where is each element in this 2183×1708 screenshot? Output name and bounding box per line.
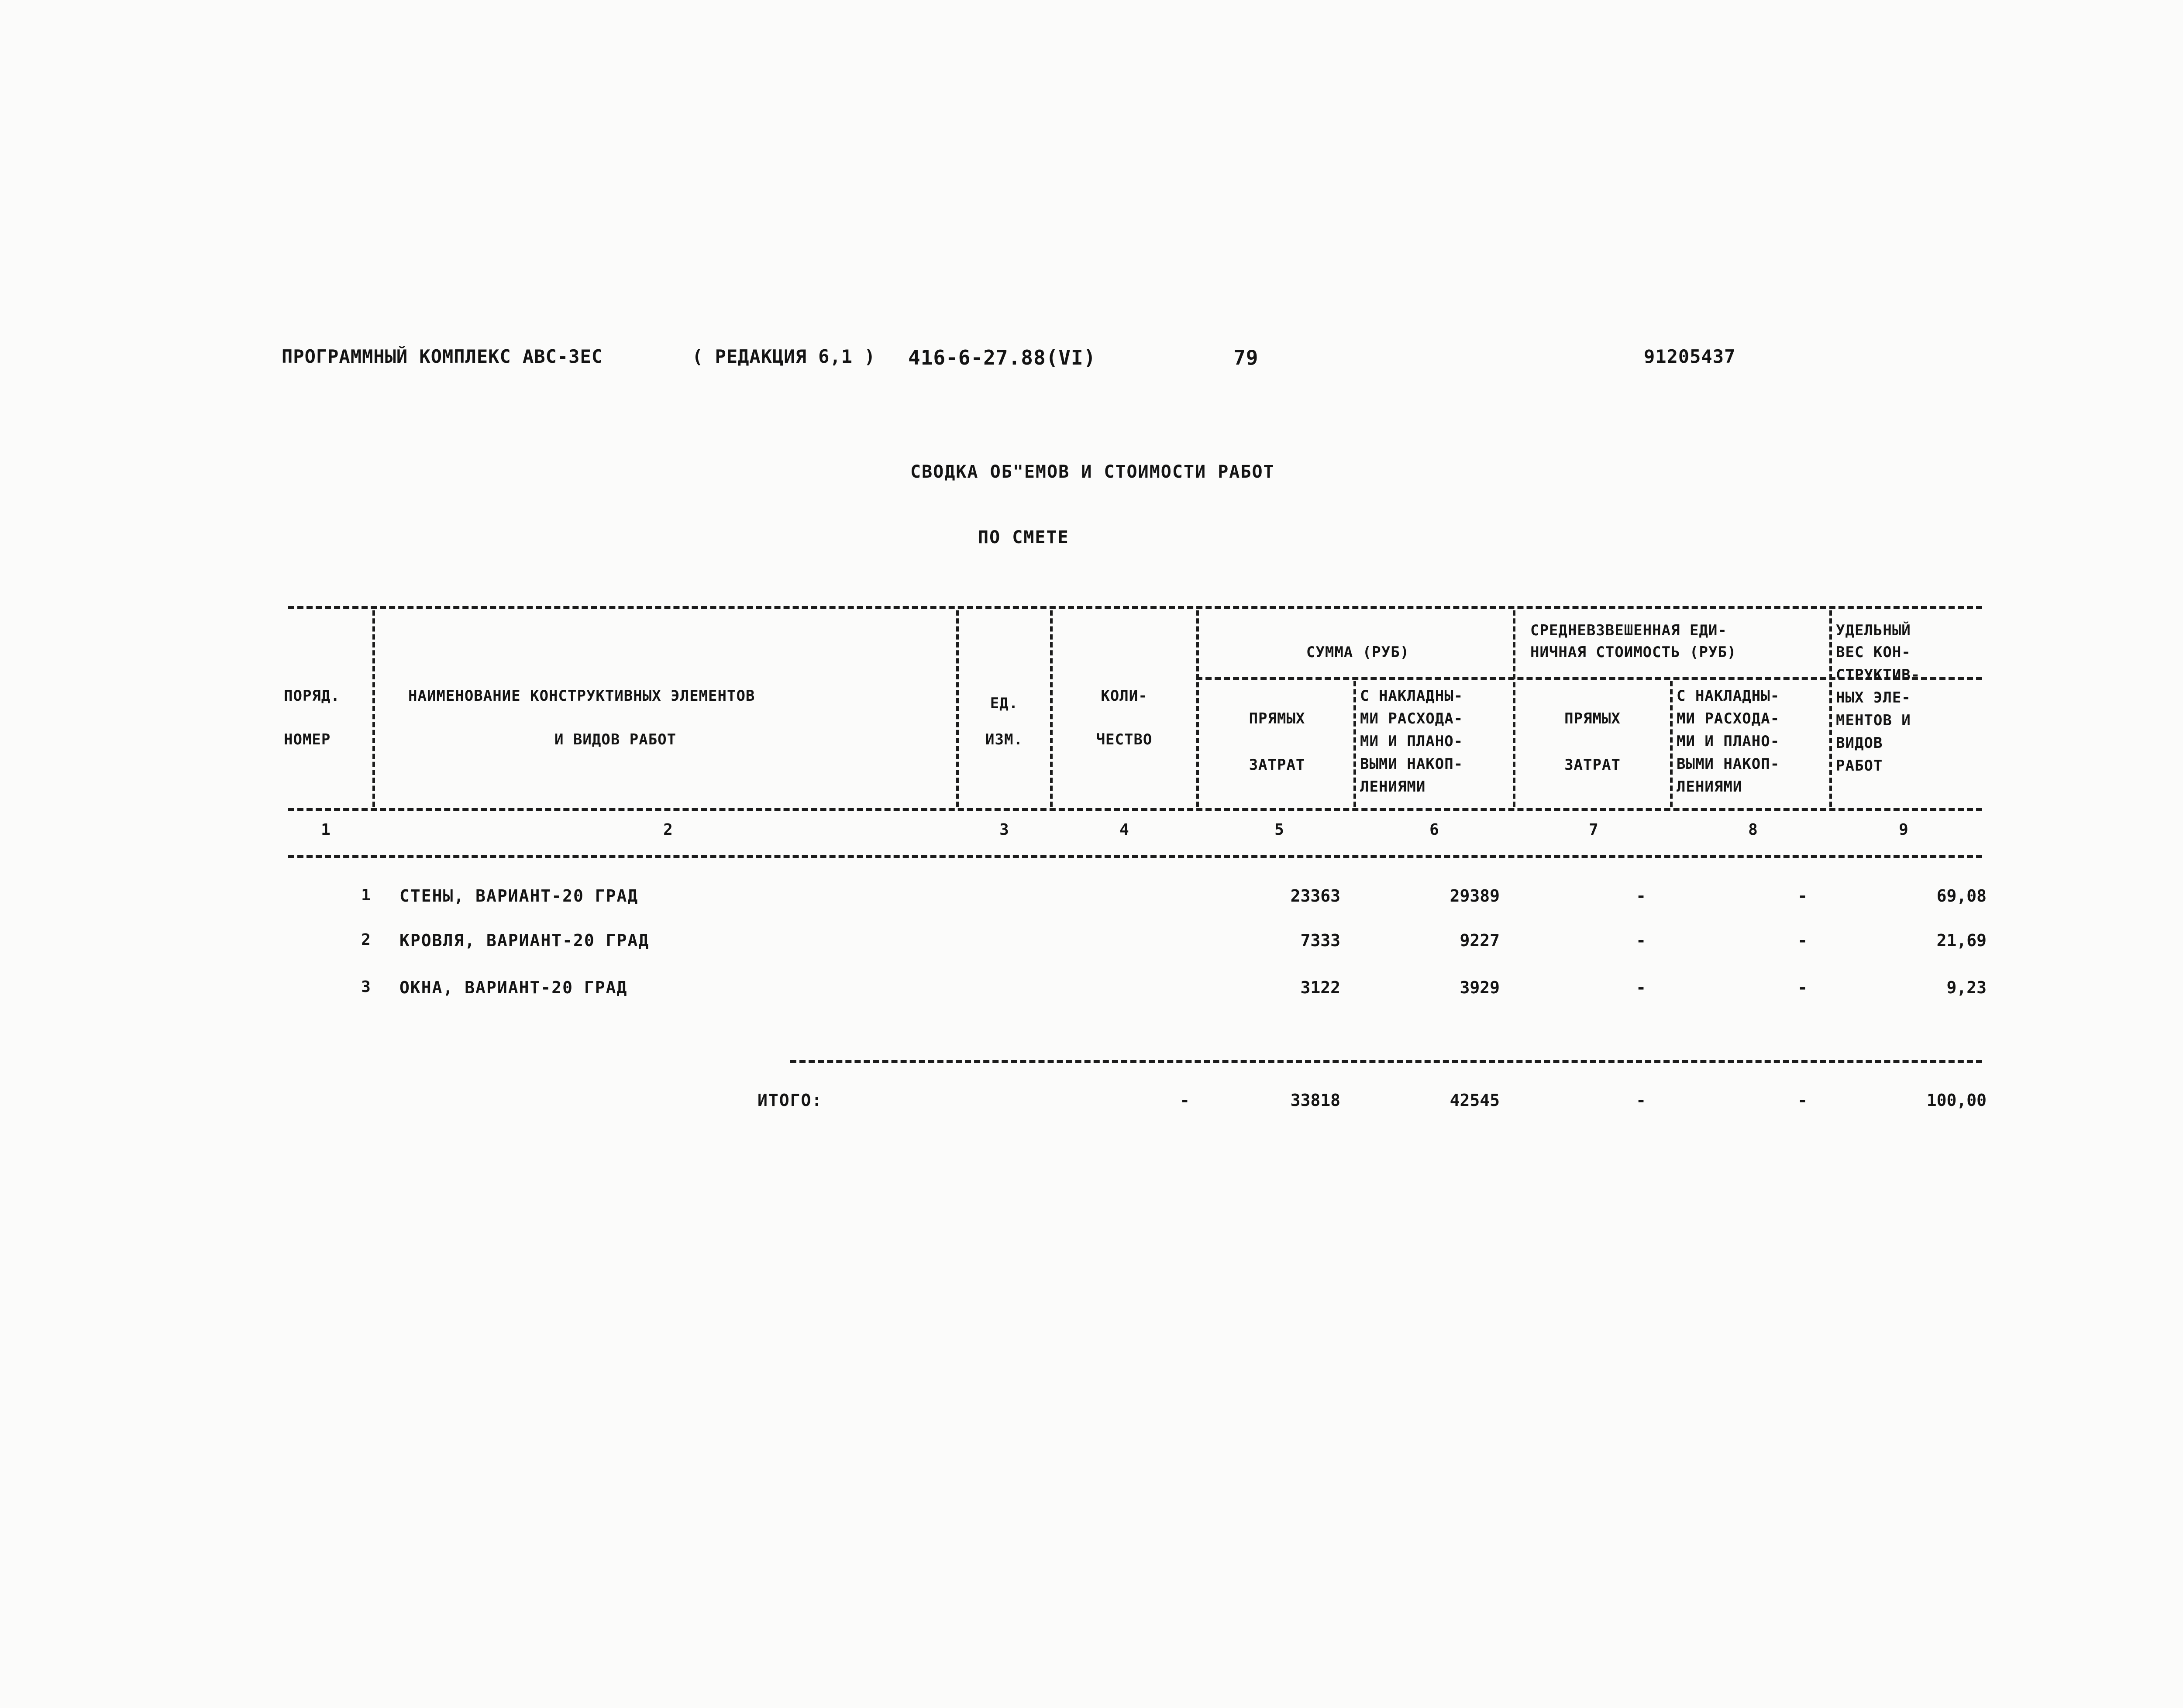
total-avg-direct: - [1636, 1091, 1646, 1110]
column-numbers-rule [288, 855, 1982, 858]
header-name-line2: И ВИДОВ РАБОТ [554, 731, 677, 748]
header-name-line1: НАИМЕНОВАНИЕ КОНСТРУКТИВНЫХ ЭЛЕМЕНТОВ [408, 687, 755, 705]
header-overhead-line5: ЛЕНИЯМИ [1360, 778, 1426, 795]
column-number: 7 [1589, 821, 1598, 839]
col-sep [372, 610, 375, 807]
column-number: 5 [1274, 821, 1284, 839]
header-share-line5: МЕНТОВ И [1836, 712, 1911, 729]
document-title: СВОДКА ОБ"ЕМОВ И СТОИМОСТИ РАБОТ [910, 462, 1275, 482]
col-sep [1196, 610, 1199, 807]
row-avg-total: - [1797, 978, 1808, 997]
header-qty-line2: ЧЕСТВО [1096, 731, 1153, 748]
document-subtitle: ПО СМЕТЕ [978, 527, 1069, 548]
row-direct-cost: 3122 [1300, 978, 1340, 997]
row-name: СТЕНЫ, ВАРИАНТ-20 ГРАД [399, 886, 639, 906]
column-number: 8 [1748, 821, 1758, 839]
row-direct-cost: 7333 [1300, 931, 1340, 950]
total-avg-total: - [1797, 1091, 1808, 1110]
header-overhead-line4: ВЫМИ НАКОП- [1360, 755, 1463, 773]
column-number: 9 [1899, 821, 1908, 839]
row-avg-direct: - [1636, 886, 1646, 906]
row-share: 9,23 [1946, 978, 1987, 997]
header-avg-overhead-line3: МИ И ПЛАНО- [1677, 733, 1780, 750]
row-avg-total: - [1797, 931, 1808, 950]
header-direct-line2: ЗАТРАТ [1249, 756, 1305, 774]
header-unit-line1: ЕД. [990, 695, 1019, 712]
header-share-line4: НЫХ ЭЛЕ- [1836, 689, 1911, 706]
column-number: 1 [321, 821, 331, 839]
row-number: 3 [361, 978, 371, 996]
row-share: 21,69 [1936, 931, 1987, 950]
header-avg-direct-line2: ЗАТРАТ [1564, 756, 1621, 774]
row-total-cost: 29389 [1450, 886, 1500, 906]
total-rule [790, 1060, 1982, 1063]
edition-label: ( РЕДАКЦИЯ 6,1 ) [692, 346, 876, 367]
row-avg-total: - [1797, 886, 1808, 906]
header-avg-overhead-line4: ВЫМИ НАКОП- [1677, 755, 1780, 773]
header-direct-line1: ПРЯМЫХ [1249, 710, 1305, 727]
row-avg-direct: - [1636, 978, 1646, 997]
header-group-sum: СУММА (РУБ) [1306, 644, 1410, 661]
row-number: 1 [361, 886, 371, 904]
col-sep [1670, 681, 1673, 807]
header-group-avg-line2: НИЧНАЯ СТОИМОСТЬ (РУБ) [1530, 644, 1737, 661]
header-share-line7: РАБОТ [1836, 757, 1883, 775]
header-share-line2: ВЕС КОН- [1836, 644, 1911, 661]
header-avg-overhead-line5: ЛЕНИЯМИ [1677, 778, 1742, 795]
document-number: 91205437 [1644, 346, 1736, 367]
header-share-line3: СТРУКТИВ- [1836, 666, 1921, 684]
header-avg-overhead-line1: С НАКЛАДНЫ- [1677, 687, 1780, 705]
total-label: ИТОГО: [758, 1091, 823, 1110]
total-direct-cost: 33818 [1290, 1091, 1340, 1110]
total-qty: - [1180, 1091, 1190, 1110]
column-number: 6 [1429, 821, 1439, 839]
header-avg-overhead-line2: МИ РАСХОДА- [1677, 710, 1780, 727]
row-name: ОКНА, ВАРИАНТ-20 ГРАД [399, 978, 628, 997]
header-share-line1: УДЕЛЬНЫЙ [1836, 622, 1911, 639]
row-share: 69,08 [1936, 886, 1987, 906]
column-number: 4 [1119, 821, 1129, 839]
page-number: 79 [1233, 346, 1259, 369]
header-order-line2: НОМЕР [284, 731, 331, 748]
row-number: 2 [361, 931, 371, 949]
col-sep [956, 610, 959, 807]
header-group-avg-line1: СРЕДНЕВЗВЕШЕННАЯ ЕДИ- [1530, 622, 1727, 639]
header-overhead-line1: С НАКЛАДНЫ- [1360, 687, 1463, 705]
col-sep [1353, 681, 1356, 807]
header-overhead-line2: МИ РАСХОДА- [1360, 710, 1463, 727]
column-number: 2 [663, 821, 673, 839]
col-sep [1829, 610, 1832, 807]
program-name: ПРОГРАММНЫЙ КОМПЛЕКС АВС-3ЕС [282, 346, 603, 367]
header-order-line1: ПОРЯД. [284, 687, 340, 705]
row-name: КРОВЛЯ, ВАРИАНТ-20 ГРАД [399, 931, 650, 950]
row-total-cost: 9227 [1460, 931, 1500, 950]
row-direct-cost: 23363 [1290, 886, 1340, 906]
total-share: 100,00 [1926, 1091, 1987, 1110]
header-unit-line2: ИЗМ. [985, 731, 1023, 748]
row-total-cost: 3929 [1460, 978, 1500, 997]
header-avg-direct-line1: ПРЯМЫХ [1564, 710, 1621, 727]
project-code: 416-6-27.88(VI) [908, 346, 1096, 369]
table-top-rule [288, 606, 1982, 609]
header-overhead-line3: МИ И ПЛАНО- [1360, 733, 1463, 750]
col-sep [1513, 610, 1515, 807]
total-total-cost: 42545 [1450, 1091, 1500, 1110]
header-bottom-rule [288, 808, 1982, 811]
col-sep [1050, 610, 1053, 807]
column-number: 3 [999, 821, 1009, 839]
row-avg-direct: - [1636, 931, 1646, 950]
header-qty-line1: КОЛИ- [1101, 687, 1148, 705]
header-share-line6: ВИДОВ [1836, 734, 1883, 752]
